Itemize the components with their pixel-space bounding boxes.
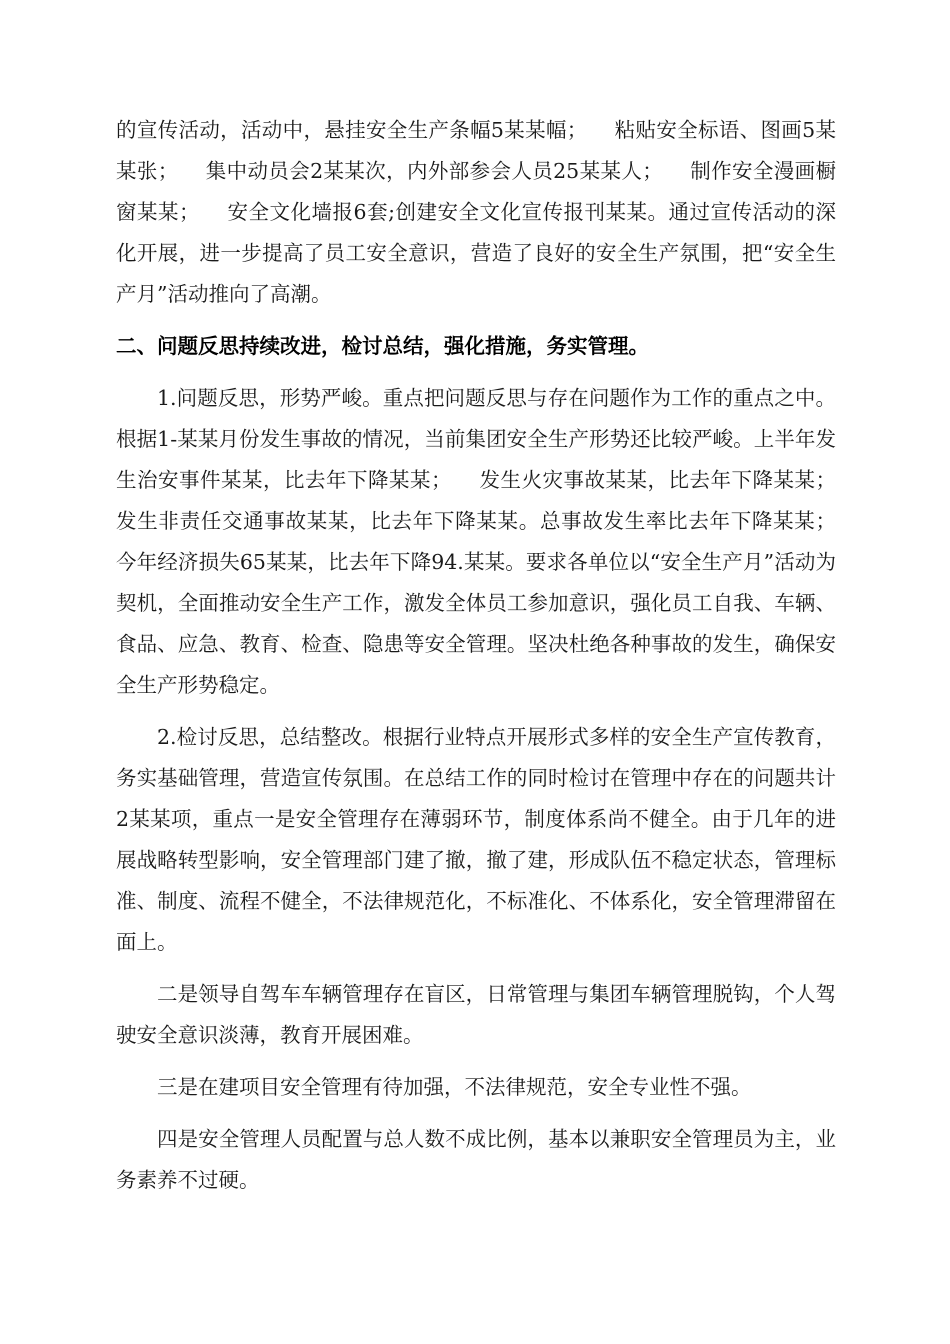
paragraph-problem-reflection: 1.问题反思，形势严峻。重点把问题反思与存在问题作为工作的重点之中。根据1-某某月份发生事故的情况，当前集团安全生产形势还比较严峻。上半年发生治安事件某某，比去年下降某某； 发生火灾事故某某，比去年下降某某； 发生非责任交通事故某某，比去年下降某某。总事故发生率比去年下降某某； 今年经济损失65某某，比去年下降94.某某。要求各单位以“安全生产月”活动为契机，全面推动安全生产工作，激发全体员工参加意识，强化员工自我、车辆、食品、应急、教育、检查、隐患等安全管理。坚决杜绝各种事故的发生，确保安全生产形势稳定。 [116,386,863,697]
paragraph-publicity-activities: 的宣传活动，活动中，悬挂安全生产条幅5某某幅； 粘贴安全标语、图画5某某张； 集中动员会2某某次，内外部参会人员25某某人； 制作安全漫画橱窗某某； 安全文化墙报6套;创建安全文化宣传报刊某某。通过宣传活动的深化开展，进一步提高了员工安全意识，营造了良好的安全生产氛围，把“安全生产月”活动推向了高潮。 [116,118,836,306]
document-body [116,110,863,1212]
paragraph-issue-three: 三是在建项目安全管理有待加强，不法律规范，安全专业性不强。 [157,1075,752,1099]
paragraph-review-rectification: 2.检讨反思，总结整改。根据行业特点开展形式多样的安全生产宣传教育，务实基础管理，营造宣传氛围。在总结工作的同时检讨在管理中存在的问题共计2某某项，重点一是安全管理存在薄弱环节，制度体系尚不健全。由于几年的进展战略转型影响，安全管理部门建了撤，撤了建，形成队伍不稳定状态，管理标准、制度、流程不健全，不法律规范化，不标准化、不体系化，安全管理滞留在面上。 [116,725,836,954]
paragraph-issue-four: 四是安全管理人员配置与总人数不成比例，基本以兼职安全管理员为主，业务素养不过硬。 [116,1127,836,1192]
section-heading-problem-reflection: 二、问题反思持续改进，检讨总结，强化措施，务实管理。 [116,334,649,358]
paragraph-issue-two: 二是领导自驾车车辆管理存在盲区，日常管理与集团车辆管理脱钩，个人驾驶安全意识淡薄，教育开展困难。 [116,982,836,1047]
